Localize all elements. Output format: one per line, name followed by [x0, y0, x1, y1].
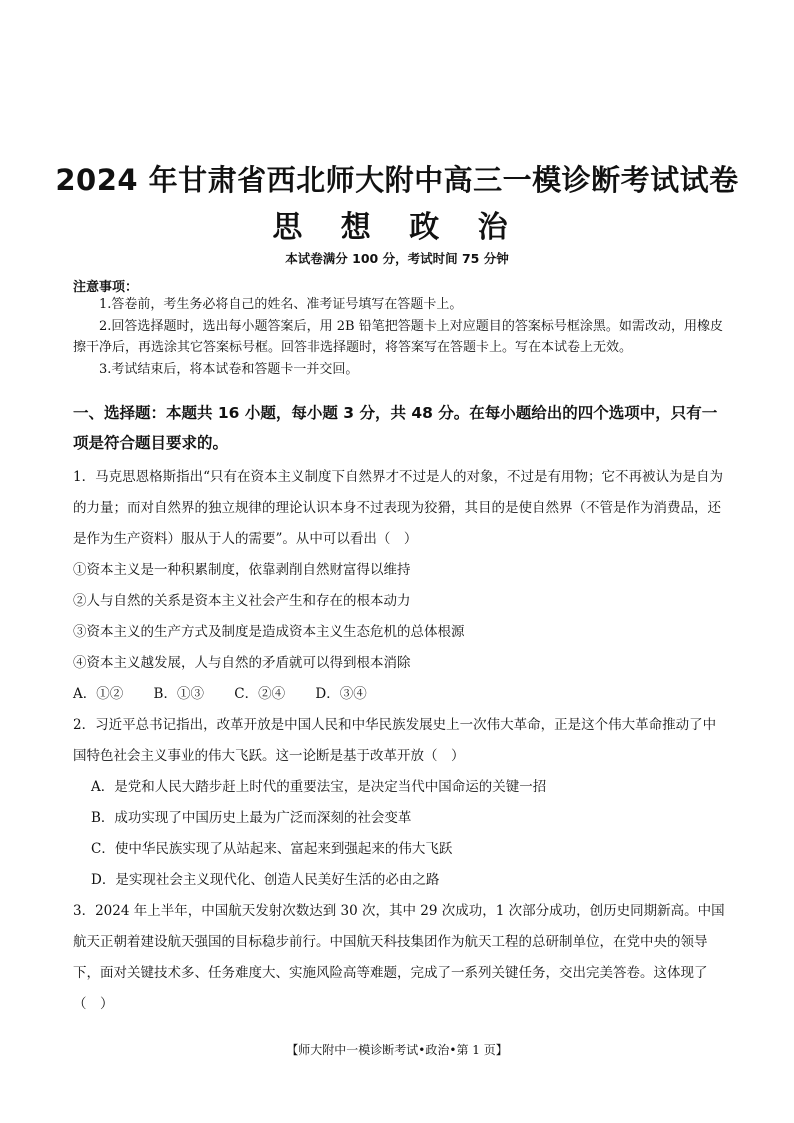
notice-heading: 注意事项： — [73, 280, 139, 295]
question-stem: 3．2024 年上半年，中国航天发射次数达到 30 次，其中 29 次成功，1 次部分成功，创历史同期新高。中国航天正朝着建设航天强国的目标稳步前行。中国航天科技集团作为航天工程的总研制单位，在党中央的领导下，面对关键技术多、任务难度大、实施风险高等难题，完成了一系列关键任务，交出完美答卷。这体现了（ ） — [73, 903, 725, 1012]
question-stem: 1．马克思恩格斯指出“只有在资本主义制度下自然界才不过是人的对象，不过是有用物；它不再被认为是自为的力量；而对自然界的独立规律的理论认识本身不过表现为狡猾，其目的是使自然界（不管是作为消费品，还是作为生产资料）服从于人的需要”。从中可以看出（ ） — [73, 469, 723, 547]
question-1 — [73, 462, 728, 710]
question-2 — [73, 710, 728, 896]
statement: ②人与自然的关系是资本主义社会产生和存在的根本动力 — [73, 593, 411, 609]
option-c: C．使中华民族实现了从站起来、富起来到强起来的伟大飞跃 — [91, 841, 453, 857]
statement: ③资本主义的生产方式及制度是造成资本主义生态危机的总体根源 — [73, 624, 465, 640]
page-footer: 【师大附中一模诊断考试•政治•第 1 页】 — [286, 1043, 508, 1057]
exam-info: 本试卷满分 100 分，考试时间 75 分钟 — [285, 251, 509, 266]
option-b: B．①③ — [153, 686, 204, 702]
notice-list — [73, 294, 723, 380]
statement: ①资本主义是一种积累制度，依靠剥削自然财富得以维持 — [73, 562, 411, 578]
option-d: D．③④ — [315, 686, 367, 702]
statement: ④资本主义越发展，人与自然的矛盾就可以得到根本消除 — [73, 655, 411, 671]
answer-options — [73, 679, 728, 710]
section-heading: 一、选择题：本题共 16 小题，每小题 3 分，共 48 分。在每小题给出的四个选项中，只有一项是符合题目要求的。 — [73, 404, 718, 452]
notice-item: 2.回答选择题时，选出每小题答案后，用 2B 铅笔把答题卡上对应题目的答案标号框涂黑。如需改动，用橡皮擦干净后，再选涂其它答案标号框。回答非选择题时，将答案写在答题卡上。写在本试卷上无效。 — [73, 318, 723, 355]
notice-item: 1.答卷前，考生务必将自己的姓名、准考证号填写在答题卡上。 — [99, 297, 463, 312]
question-3 — [73, 896, 728, 1020]
question-stem: 2．习近平总书记指出，改革开放是中国人民和中华民族发展史上一次伟大革命，正是这个伟大革命推动了中国特色社会主义事业的伟大飞跃。这一论断是基于改革开放（ ） — [73, 717, 717, 764]
exam-title: 2024 年甘肃省西北师大附中高三一模诊断考试试卷 — [55, 163, 739, 197]
option-b: B．成功实现了中国历史上最为广泛而深刻的社会变革 — [91, 810, 412, 826]
option-a: A．①② — [73, 686, 124, 702]
option-c: C．②④ — [234, 686, 286, 702]
notice-item: 3.考试结束后，将本试卷和答题卡一并交回。 — [99, 361, 359, 377]
option-d: D．是实现社会主义现代化、创造人民美好生活的必由之路 — [91, 872, 440, 888]
subject-title: 思 想 政 治 — [272, 210, 522, 245]
option-a: A．是党和人民大踏步赶上时代的重要法宝，是决定当代中国命运的关键一招 — [91, 779, 547, 795]
